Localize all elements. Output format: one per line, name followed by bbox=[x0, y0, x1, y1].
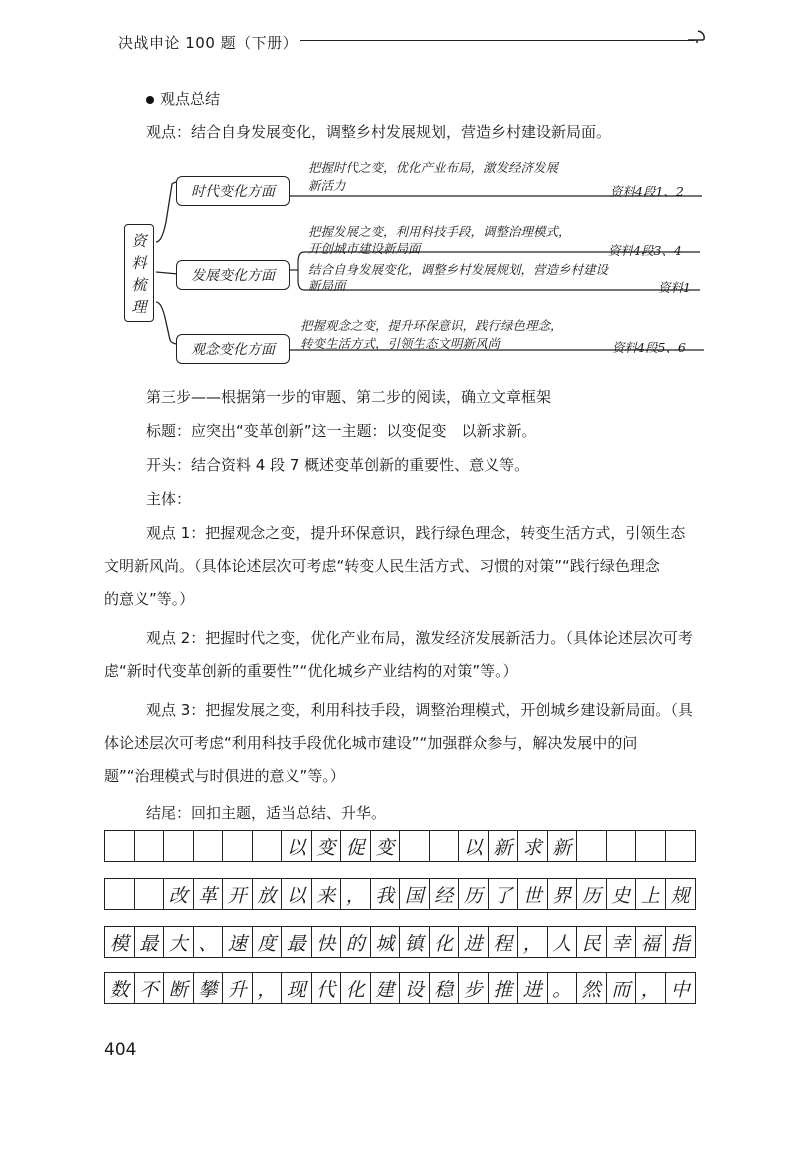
grid-cell: 革 bbox=[194, 879, 224, 909]
grid-cell: 攀 bbox=[194, 973, 224, 1003]
grid-cell: 历 bbox=[577, 879, 607, 909]
grid-cell: 人 bbox=[548, 927, 578, 957]
grid-cell: 民 bbox=[577, 927, 607, 957]
root-char: 理 bbox=[131, 297, 147, 316]
branch-label-times: 时代变化方面 bbox=[176, 176, 290, 206]
section-title-text: 观点总结 bbox=[160, 90, 221, 108]
root-char: 梳 bbox=[131, 275, 147, 294]
grid-cell bbox=[636, 831, 666, 861]
ending-line: 结尾：回扣主题，适当总结、升华。 bbox=[146, 804, 387, 822]
grid-cell bbox=[223, 831, 253, 861]
grid-cell: 以 bbox=[282, 879, 312, 909]
branch-label-concept: 观念变化方面 bbox=[176, 334, 290, 364]
diagram-root-box bbox=[124, 224, 154, 322]
grid-cell: ， bbox=[253, 973, 283, 1003]
grid-cell: 指 bbox=[670, 932, 690, 955]
point3-line3: 题”“治理模式与时俱进的意义”等。） bbox=[104, 767, 345, 785]
grid-cell: 上 bbox=[636, 879, 666, 909]
material-diagram bbox=[110, 152, 710, 372]
point1-line1: 观点 1：把握观念之变，提升环保意识，践行绿色理念，转变生活方式，引领生态 bbox=[146, 524, 686, 542]
header-ornament-icon bbox=[688, 28, 706, 44]
grid-cell: 促 bbox=[341, 831, 371, 861]
grid-row bbox=[104, 972, 696, 1004]
branch-development-text-a2: 开创城市建设新局面 bbox=[308, 241, 421, 256]
point2-line2: 虑“新时代变革创新的重要性”“优化城乡产业结构的对策”等。） bbox=[104, 662, 518, 680]
grid-cell: 稳 bbox=[430, 973, 460, 1003]
grid-cell: 然 bbox=[577, 973, 607, 1003]
grid-cell bbox=[135, 879, 165, 909]
grid-cell: 程 bbox=[489, 927, 519, 957]
point3-line2: 体论述层次可考虑“利用科技手段优化城市建设”“加强群众参与，解决发展中的问 bbox=[104, 734, 638, 752]
grid-cell: 变 bbox=[312, 831, 342, 861]
section-title bbox=[146, 88, 220, 109]
grid-cell: 镇 bbox=[400, 927, 430, 957]
grid-cell: 新 bbox=[489, 831, 519, 861]
branch-concept-text-1: 把握观念之变，提升环保意识，践行绿色理念， bbox=[300, 318, 563, 333]
grid-cell bbox=[607, 831, 637, 861]
branch-development-text-b1: 结合自身发展变化，调整乡村发展规划，营造乡村建设 bbox=[308, 262, 609, 277]
grid-cell: 放 bbox=[253, 879, 283, 909]
grid-cell: 代 bbox=[312, 973, 342, 1003]
grid-cell: 现 bbox=[282, 973, 312, 1003]
branch-times-text-1: 把握时代之变，优化产业布局，激发经济发展 bbox=[308, 160, 559, 175]
grid-row bbox=[104, 830, 696, 862]
grid-cell: ， bbox=[341, 879, 371, 909]
grid-cell: 国 bbox=[400, 879, 430, 909]
page-number: 404 bbox=[104, 1040, 137, 1060]
grid-cell: 来 bbox=[312, 879, 342, 909]
grid-cell: 断 bbox=[164, 973, 194, 1003]
grid-cell: 进 bbox=[518, 973, 548, 1003]
grid-cell bbox=[105, 879, 135, 909]
branch-development-text-b2: 新局面 bbox=[308, 278, 346, 293]
branch-label-development: 发展变化方面 bbox=[176, 260, 290, 290]
grid-cell: ， bbox=[518, 927, 548, 957]
grid-cell: 设 bbox=[400, 973, 430, 1003]
grid-cell: 的 bbox=[341, 927, 371, 957]
grid-cell: 新 bbox=[548, 831, 578, 861]
grid-cell: 大 bbox=[164, 927, 194, 957]
grid-row bbox=[104, 926, 696, 958]
point1-line3: 的意义”等。） bbox=[104, 590, 195, 608]
running-header: 决战申论 100 题（下册） bbox=[118, 34, 299, 52]
root-char: 资 bbox=[131, 231, 147, 250]
grid-cell: 化 bbox=[430, 927, 460, 957]
grid-cell: 我 bbox=[371, 879, 401, 909]
grid-cell: 进 bbox=[459, 927, 489, 957]
grid-cell: 界 bbox=[548, 879, 578, 909]
grid-cell: 历 bbox=[459, 879, 489, 909]
viewpoint-line: 观点：结合自身发展变化，调整乡村发展规划，营造乡村建设新局面。 bbox=[146, 123, 612, 141]
grid-cell bbox=[253, 831, 283, 861]
point1-line2: 文明新风尚。（具体论述层次可考虑“转变人民生活方式、习惯的对策”“践行绿色理念 bbox=[104, 557, 660, 575]
grid-row bbox=[104, 878, 696, 910]
body-label: 主体： bbox=[146, 490, 192, 508]
header-rule bbox=[300, 40, 695, 41]
branch-concept-text-2: 转变生活方式，引领生态文明新风尚 bbox=[300, 336, 501, 351]
grid-cell: 最 bbox=[282, 927, 312, 957]
grid-cell: 快 bbox=[312, 927, 342, 957]
grid-cell bbox=[666, 831, 696, 861]
grid-cell: 福 bbox=[636, 927, 666, 957]
grid-cell: 建 bbox=[371, 973, 401, 1003]
grid-cell: 求 bbox=[518, 831, 548, 861]
grid-cell: 规 bbox=[670, 884, 690, 907]
grid-cell: 城 bbox=[371, 927, 401, 957]
grid-cell: 。 bbox=[548, 973, 578, 1003]
branch-times-text-2: 新活力 bbox=[308, 178, 346, 193]
grid-cell bbox=[105, 831, 135, 861]
grid-cell: 升 bbox=[223, 973, 253, 1003]
grid-cell: 模 bbox=[105, 927, 135, 957]
grid-cell: 不 bbox=[135, 973, 165, 1003]
grid-cell: 而 bbox=[607, 973, 637, 1003]
grid-cell: 以 bbox=[459, 831, 489, 861]
grid-cell: 中 bbox=[670, 978, 690, 1001]
point3-line1: 观点 3：把握发展之变，利用科技手段，调整治理模式，开创城乡建设新局面。（具 bbox=[146, 701, 693, 719]
grid-cell: 度 bbox=[253, 927, 283, 957]
branch-times-source: 资料4段1、2 bbox=[610, 184, 684, 199]
grid-cell: 幸 bbox=[607, 927, 637, 957]
grid-cell: 改 bbox=[164, 879, 194, 909]
root-char: 料 bbox=[131, 253, 147, 272]
grid-cell bbox=[577, 831, 607, 861]
branch-development-source-b: 资料1 bbox=[658, 280, 691, 295]
grid-cell: 以 bbox=[282, 831, 312, 861]
grid-cell: 步 bbox=[459, 973, 489, 1003]
grid-cell: 开 bbox=[223, 879, 253, 909]
step3-heading: 第三步——根据第一步的审题、第二步的阅读，确立文章框架 bbox=[146, 388, 552, 406]
grid-cell: 世 bbox=[518, 879, 548, 909]
grid-cell: ， bbox=[636, 973, 666, 1003]
grid-cell: 、 bbox=[194, 927, 224, 957]
grid-cell bbox=[400, 831, 430, 861]
grid-cell: 最 bbox=[135, 927, 165, 957]
branch-concept-source: 资料4段5、6 bbox=[612, 340, 686, 355]
grid-cell: 了 bbox=[489, 879, 519, 909]
grid-cell: 速 bbox=[223, 927, 253, 957]
grid-cell bbox=[194, 831, 224, 861]
branch-development-text-a1: 把握发展之变，利用科技手段，调整治理模式， bbox=[308, 224, 571, 239]
grid-cell bbox=[164, 831, 194, 861]
grid-cell: 数 bbox=[105, 973, 135, 1003]
branch-development-source-a: 资料4段3、4 bbox=[608, 243, 682, 258]
grid-cell: 史 bbox=[607, 879, 637, 909]
grid-cell: 变 bbox=[371, 831, 401, 861]
grid-cell: 化 bbox=[341, 973, 371, 1003]
grid-cell: 推 bbox=[489, 973, 519, 1003]
opening-line: 开头：结合资料 4 段 7 概述变革创新的重要性、意义等。 bbox=[146, 456, 530, 474]
point2-line1: 观点 2：把握时代之变，优化产业布局，激发经济发展新活力。（具体论述层次可考 bbox=[146, 629, 693, 647]
title-line: 标题：应突出“变革创新”这一主题：以变促变 以新求新。 bbox=[146, 422, 537, 440]
grid-cell bbox=[135, 831, 165, 861]
grid-cell: 经 bbox=[430, 879, 460, 909]
bullet-icon bbox=[146, 96, 154, 104]
grid-cell bbox=[430, 831, 460, 861]
